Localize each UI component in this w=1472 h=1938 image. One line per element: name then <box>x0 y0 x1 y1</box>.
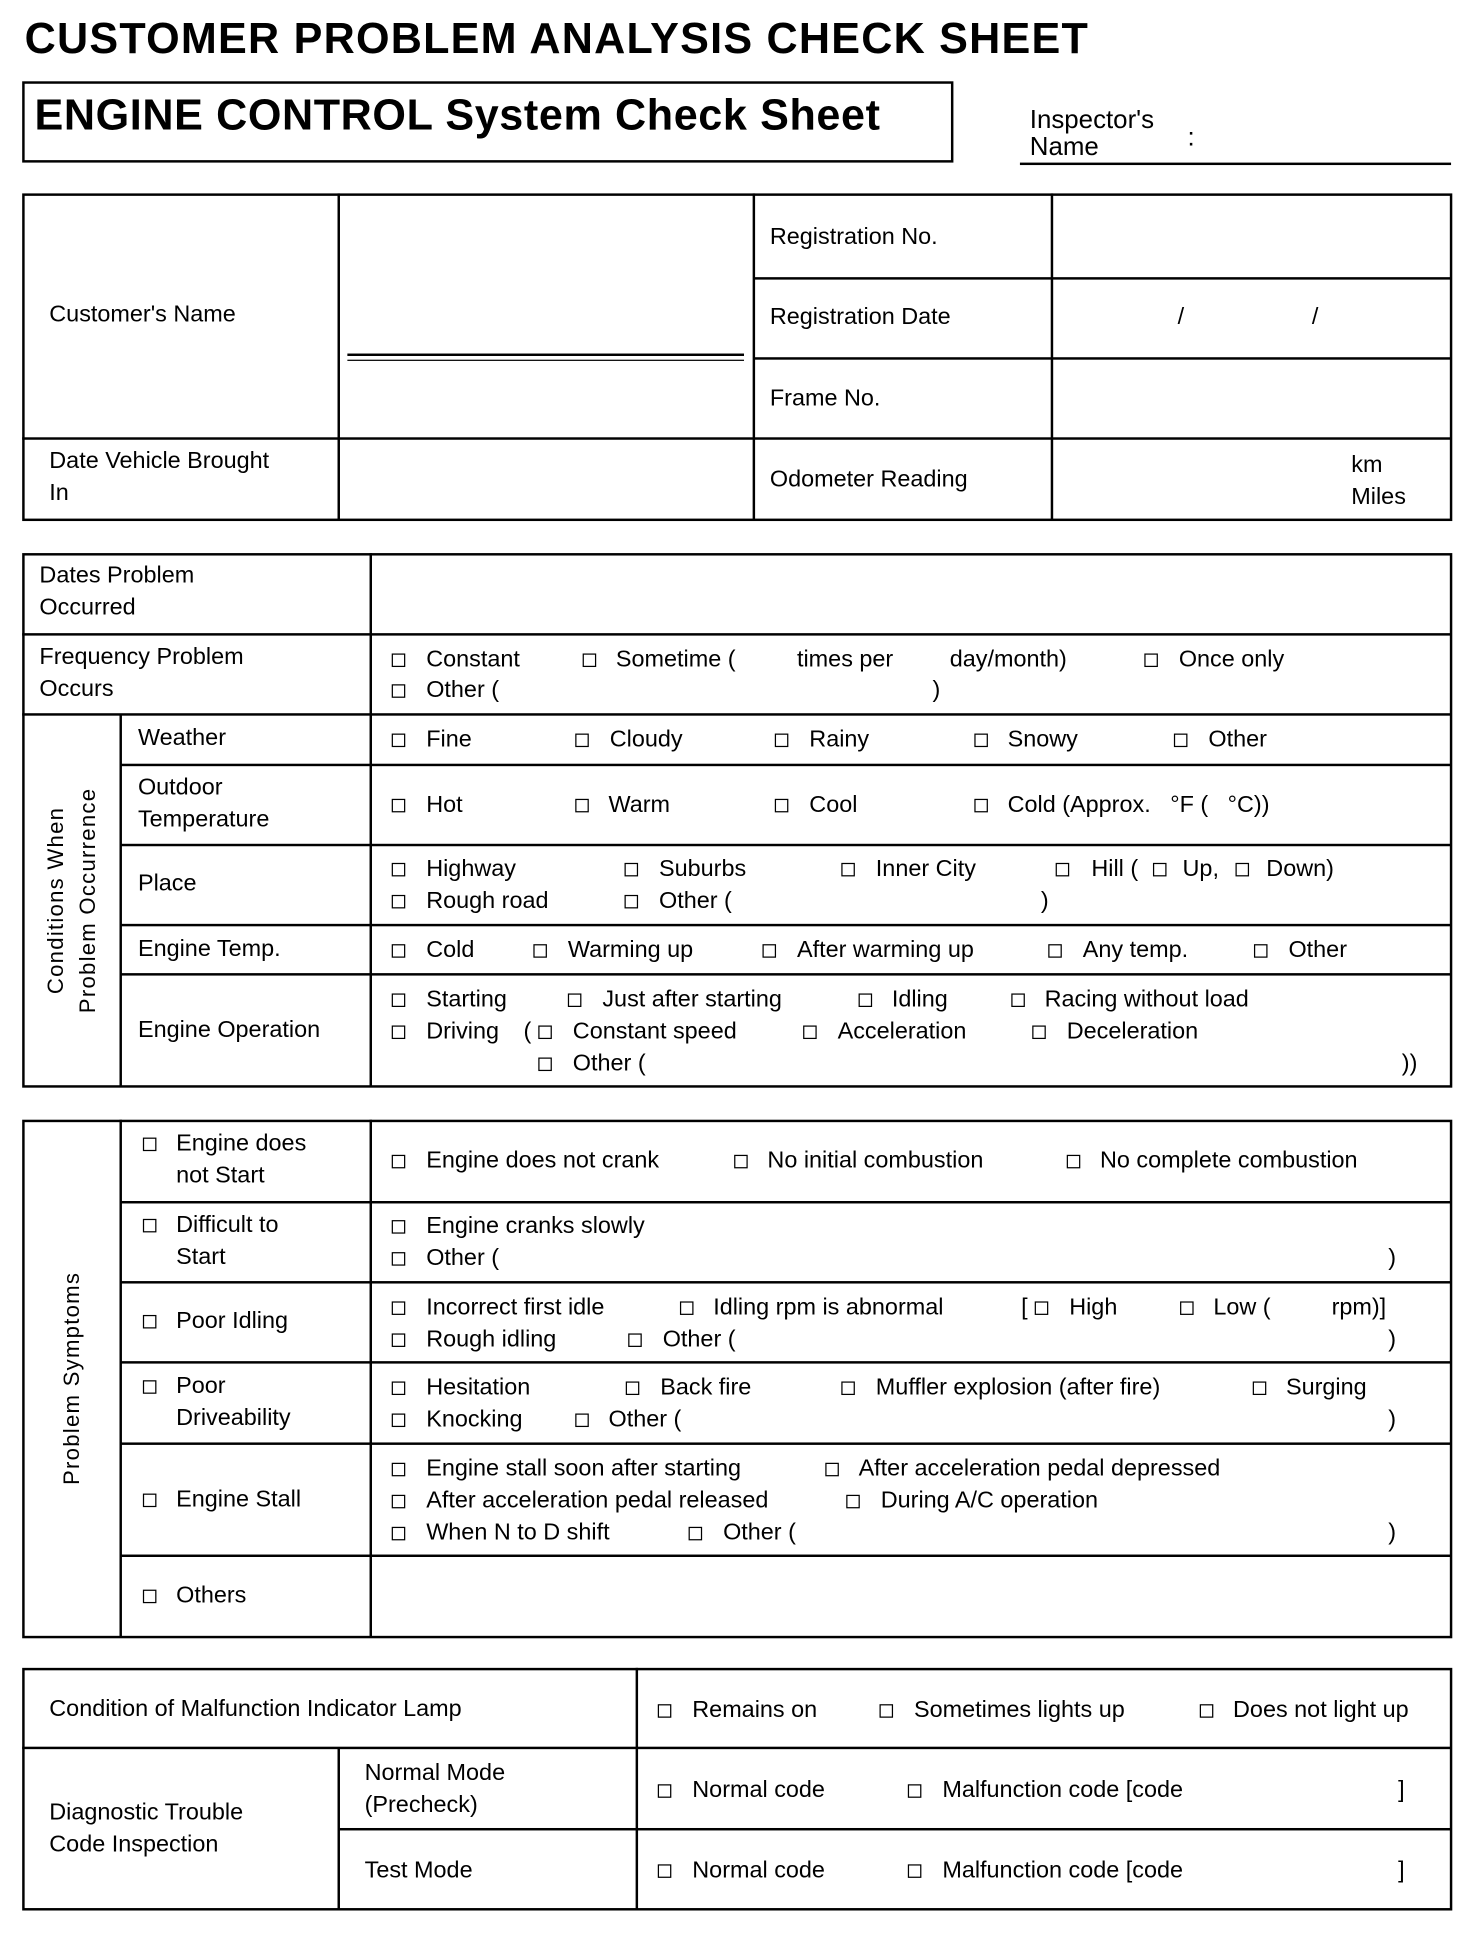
checkbox-temp-cold[interactable] <box>392 944 406 958</box>
inspector-label-2: Name <box>1029 133 1099 162</box>
option-label: Constant <box>426 646 520 673</box>
symptom-label: Engine Stall <box>176 1486 302 1513</box>
dtc-label: Diagnostic Trouble <box>49 1799 244 1826</box>
checkbox-no-initial-combustion[interactable] <box>734 1155 748 1169</box>
normal-mode-label: Normal Mode <box>364 1760 506 1787</box>
checkbox-deceleration[interactable] <box>1032 1025 1046 1039</box>
checkbox-warming-up[interactable] <box>533 944 547 958</box>
option-label: Other ( <box>426 1245 500 1272</box>
checkbox-constant-speed[interactable] <box>538 1025 552 1039</box>
checkbox-hesitation[interactable] <box>392 1381 406 1395</box>
symptoms-group-label: Problem Symptoms <box>59 1271 84 1485</box>
option-label: Suburbs <box>659 856 747 882</box>
bracket: [ <box>1021 1294 1028 1321</box>
option-label: Other ( <box>572 1050 646 1077</box>
checkbox-rainy[interactable] <box>775 734 789 748</box>
checkbox-just-after-starting[interactable] <box>568 993 582 1007</box>
option-label: Engine stall soon after starting <box>426 1455 742 1482</box>
option-label: Cloudy <box>609 726 683 753</box>
paren: ( <box>523 1018 532 1045</box>
option-label: During A/C operation <box>880 1488 1099 1514</box>
date-brought-label-2: In <box>49 480 69 507</box>
option-label: Idling <box>891 986 948 1013</box>
option-label: Other ( <box>608 1406 682 1433</box>
checkbox-cranks-slowly[interactable] <box>392 1220 406 1234</box>
checkbox-no-crank[interactable] <box>392 1155 406 1169</box>
option-label: Inner City <box>875 856 976 882</box>
checkbox-low[interactable] <box>1180 1301 1194 1315</box>
normal-mode-label-2: (Precheck) <box>364 1792 478 1819</box>
dates-label: Dates Problem <box>39 562 195 589</box>
option-label: Idling rpm is abnormal <box>713 1294 944 1321</box>
inspector-colon: : <box>1187 123 1195 152</box>
registration-no-label: Registration No. <box>769 224 938 251</box>
frequency-label-2: Occurs <box>39 676 114 703</box>
checkbox-test-mode-malfunction-code[interactable] <box>908 1864 922 1878</box>
option-label: Normal code <box>692 1777 825 1804</box>
checkbox-stall-soon[interactable] <box>392 1463 406 1477</box>
symptom-label: Poor <box>176 1373 226 1400</box>
frequency-label: Frequency Problem <box>39 644 244 671</box>
checkbox-sometimes-lights[interactable] <box>880 1704 894 1718</box>
checkbox-idling-other[interactable] <box>628 1333 642 1347</box>
option-label: Fine <box>426 726 472 753</box>
checkbox-test-mode-normal-code[interactable] <box>658 1864 672 1878</box>
checkbox-inner-city[interactable] <box>841 863 855 877</box>
option-label: Malfunction code [code <box>942 1857 1184 1884</box>
option-label: After acceleration pedal depressed <box>858 1455 1221 1482</box>
symptom-label: Poor Idling <box>176 1308 289 1335</box>
option-label: Warm <box>608 792 671 818</box>
symptom-label: Driveability <box>176 1405 291 1432</box>
checkbox-racing[interactable] <box>1011 993 1025 1007</box>
checkbox-sometime[interactable] <box>583 653 597 667</box>
bracket: ] <box>1398 1777 1405 1804</box>
engine-operation-label: Engine Operation <box>137 1017 321 1044</box>
sheet-title: CUSTOMER PROBLEM ANALYSIS CHECK SHEET <box>24 14 1090 63</box>
conditions-label-1: Conditions When <box>43 806 68 995</box>
checkbox-n-to-d[interactable] <box>392 1527 406 1541</box>
option-label: After acceleration pedal released <box>426 1488 769 1514</box>
option-label: When N to D shift <box>426 1520 610 1546</box>
checkbox-difficult-other[interactable] <box>392 1252 406 1266</box>
option-label: Sometimes lights up <box>913 1697 1125 1724</box>
option-label: Rainy <box>809 726 870 753</box>
mil-label: Condition of Malfunction Indicator Lamp <box>49 1696 462 1723</box>
checkbox-poor-driveability[interactable] <box>143 1380 157 1394</box>
checkbox-driving[interactable] <box>392 1025 406 1039</box>
option-label: Other <box>1208 726 1267 753</box>
checkbox-idling-rpm-abnormal[interactable] <box>680 1301 694 1315</box>
option-label: Any temp. <box>1082 937 1189 964</box>
option-label: Remains on <box>692 1697 818 1724</box>
checkbox-after-warming-up[interactable] <box>762 944 776 958</box>
registration-date-label: Registration Date <box>769 304 951 331</box>
checkbox-cloudy[interactable] <box>575 734 589 748</box>
option-label: Up, <box>1182 856 1219 882</box>
checkbox-pedal-released[interactable] <box>392 1495 406 1509</box>
checkbox-starting[interactable] <box>392 993 406 1007</box>
checkbox-does-not-light[interactable] <box>1200 1704 1214 1718</box>
option-label: Racing without load <box>1044 986 1249 1013</box>
odometer-label: Odometer Reading <box>769 466 968 493</box>
paren: )) <box>1401 1050 1418 1077</box>
option-label: Driving <box>426 1018 500 1045</box>
option-label: Hot <box>426 792 463 818</box>
checkbox-remains-on[interactable] <box>658 1704 672 1718</box>
symptom-label: Engine does <box>176 1130 307 1157</box>
option-label: Incorrect first idle <box>426 1294 605 1321</box>
option-label: No initial combustion <box>767 1148 984 1174</box>
paren: ) <box>1388 1406 1397 1433</box>
option-label: After warming up <box>796 937 974 964</box>
checkbox-normal-mode-normal-code[interactable] <box>658 1784 672 1798</box>
option-label: Cold <box>426 937 475 964</box>
option-label: Highway <box>426 856 516 882</box>
symptom-label: Others <box>176 1582 247 1609</box>
option-label: Hill ( <box>1091 856 1139 882</box>
checkbox-warm[interactable] <box>575 799 589 813</box>
km-unit: km <box>1351 452 1383 478</box>
checkbox-high[interactable] <box>1035 1301 1049 1315</box>
date-brought-label: Date Vehicle Brought <box>49 448 270 475</box>
test-mode-label: Test Mode <box>364 1857 473 1884</box>
option-label: Warming up <box>567 937 694 964</box>
option-label: Knocking <box>426 1406 523 1433</box>
checkbox-rough-road[interactable] <box>392 895 406 909</box>
checkbox-frequency-other[interactable] <box>392 684 406 698</box>
checkbox-back-fire[interactable] <box>626 1381 640 1395</box>
option-label: Muffler explosion (after fire) <box>875 1374 1161 1401</box>
checkbox-constant[interactable] <box>392 653 406 667</box>
weather-label: Weather <box>137 725 226 752</box>
option-label: day/month) <box>949 646 1067 673</box>
checkbox-up[interactable] <box>1153 863 1167 877</box>
option-label: Does not light up <box>1233 1697 1409 1724</box>
option-label: Hesitation <box>426 1374 531 1401</box>
checkbox-hill[interactable] <box>1056 863 1070 877</box>
symptom-label: Difficult to <box>176 1212 279 1238</box>
paren: ) <box>1388 1326 1397 1353</box>
option-label: Rough idling <box>426 1326 557 1353</box>
checkbox-incorrect-first-idle[interactable] <box>392 1301 406 1315</box>
option-label: Rough road <box>426 888 549 914</box>
checkbox-acceleration[interactable] <box>803 1025 817 1039</box>
dates-label-2: Occurred <box>39 594 136 621</box>
outdoor-temp-label-2: Temperature <box>137 806 270 833</box>
place-label: Place <box>137 870 197 897</box>
checkbox-drive-other[interactable] <box>575 1413 589 1427</box>
checkbox-place-other[interactable] <box>625 895 639 909</box>
option-label: times per <box>796 646 894 673</box>
checkbox-suburbs[interactable] <box>625 863 639 877</box>
symptom-label: not Start <box>176 1162 265 1189</box>
checkbox-cool[interactable] <box>775 799 789 813</box>
checkbox-snowy[interactable] <box>974 734 988 748</box>
date-slash: / <box>1311 304 1319 331</box>
checkbox-engine-stall[interactable] <box>143 1494 157 1508</box>
inspector-label: Inspector's <box>1029 105 1155 135</box>
checkbox-ac-operation[interactable] <box>846 1495 860 1509</box>
symptom-label: Start <box>176 1244 226 1270</box>
option-label: Engine does not crank <box>426 1148 660 1174</box>
option-label: Engine cranks slowly <box>426 1213 645 1240</box>
checkbox-pedal-depressed[interactable] <box>825 1463 839 1477</box>
frame-no-label: Frame No. <box>769 385 881 412</box>
option-label: Snowy <box>1007 726 1078 753</box>
paren: ) <box>932 677 941 704</box>
option-label: rpm)] <box>1331 1294 1387 1321</box>
outdoor-temp-label: Outdoor <box>137 774 223 801</box>
option-label: Constant speed <box>572 1018 737 1045</box>
option-label: Acceleration <box>837 1018 967 1045</box>
option-label: Just after starting <box>602 986 782 1013</box>
conditions-group-label <box>39 788 103 1013</box>
checkbox-temp-other[interactable] <box>1254 944 1268 958</box>
option-label: Surging <box>1285 1374 1367 1401</box>
paren: ) <box>1388 1245 1397 1272</box>
option-label: High <box>1069 1294 1118 1321</box>
checkbox-any-temp[interactable] <box>1048 944 1062 958</box>
checkbox-normal-mode-malfunction-code[interactable] <box>908 1784 922 1798</box>
option-label: Low ( <box>1213 1294 1271 1321</box>
miles-unit: Miles <box>1351 484 1406 510</box>
option-label: Starting <box>426 986 507 1013</box>
option-label: Other <box>1288 937 1348 964</box>
checkbox-highway[interactable] <box>392 863 406 877</box>
conditions-label-2: Problem Occurrence <box>75 787 100 1014</box>
checkbox-others[interactable] <box>143 1590 157 1604</box>
option-label: Down) <box>1266 856 1334 882</box>
checkbox-idling[interactable] <box>859 993 873 1007</box>
checkbox-knocking[interactable] <box>392 1413 406 1427</box>
option-label: Cold (Approx. °F ( °C)) <box>1007 792 1270 818</box>
checkbox-operation-other[interactable] <box>538 1058 552 1072</box>
bracket: ] <box>1398 1857 1405 1884</box>
checkbox-down[interactable] <box>1235 863 1249 877</box>
date-slash: / <box>1177 304 1185 331</box>
checkbox-difficult-start[interactable] <box>143 1219 157 1233</box>
option-label: Other ( <box>662 1326 736 1353</box>
checkbox-no-complete-combustion[interactable] <box>1067 1155 1081 1169</box>
option-label: Malfunction code [code <box>942 1777 1184 1804</box>
checkbox-muffler-explosion[interactable] <box>841 1381 855 1395</box>
checkbox-hot[interactable] <box>392 799 406 813</box>
option-label: Cool <box>809 792 858 818</box>
checkbox-once-only[interactable] <box>1144 653 1158 667</box>
option-label: Back fire <box>660 1374 752 1401</box>
option-label: Other ( <box>659 888 732 914</box>
option-label: Once only <box>1178 646 1285 673</box>
checkbox-rough-idling[interactable] <box>392 1333 406 1347</box>
option-label: Sometime ( <box>615 646 736 673</box>
inspector-name-field[interactable] <box>1020 163 1451 165</box>
paren: ) <box>1388 1520 1397 1546</box>
checkbox-fine[interactable] <box>392 734 406 748</box>
paren: ) <box>1040 888 1049 914</box>
checkbox-stall-other[interactable] <box>689 1527 703 1541</box>
checkbox-surging[interactable] <box>1253 1381 1267 1395</box>
option-label: Other ( <box>723 1520 796 1546</box>
checkbox-cold[interactable] <box>974 799 988 813</box>
option-label: Other ( <box>426 677 500 704</box>
dtc-label-2: Code Inspection <box>49 1831 219 1858</box>
option-label: Normal code <box>692 1857 825 1884</box>
checkbox-weather-other[interactable] <box>1174 734 1188 748</box>
option-label: No complete combustion <box>1099 1148 1358 1174</box>
checkbox-poor-idling[interactable] <box>143 1315 157 1329</box>
option-label: Deceleration <box>1066 1018 1199 1045</box>
checkbox-no-start[interactable] <box>143 1138 157 1152</box>
sheet-subtitle: ENGINE CONTROL System Check Sheet <box>34 91 881 140</box>
customer-name-label: Customer's Name <box>49 301 236 328</box>
engine-temp-label: Engine Temp. <box>137 936 281 963</box>
